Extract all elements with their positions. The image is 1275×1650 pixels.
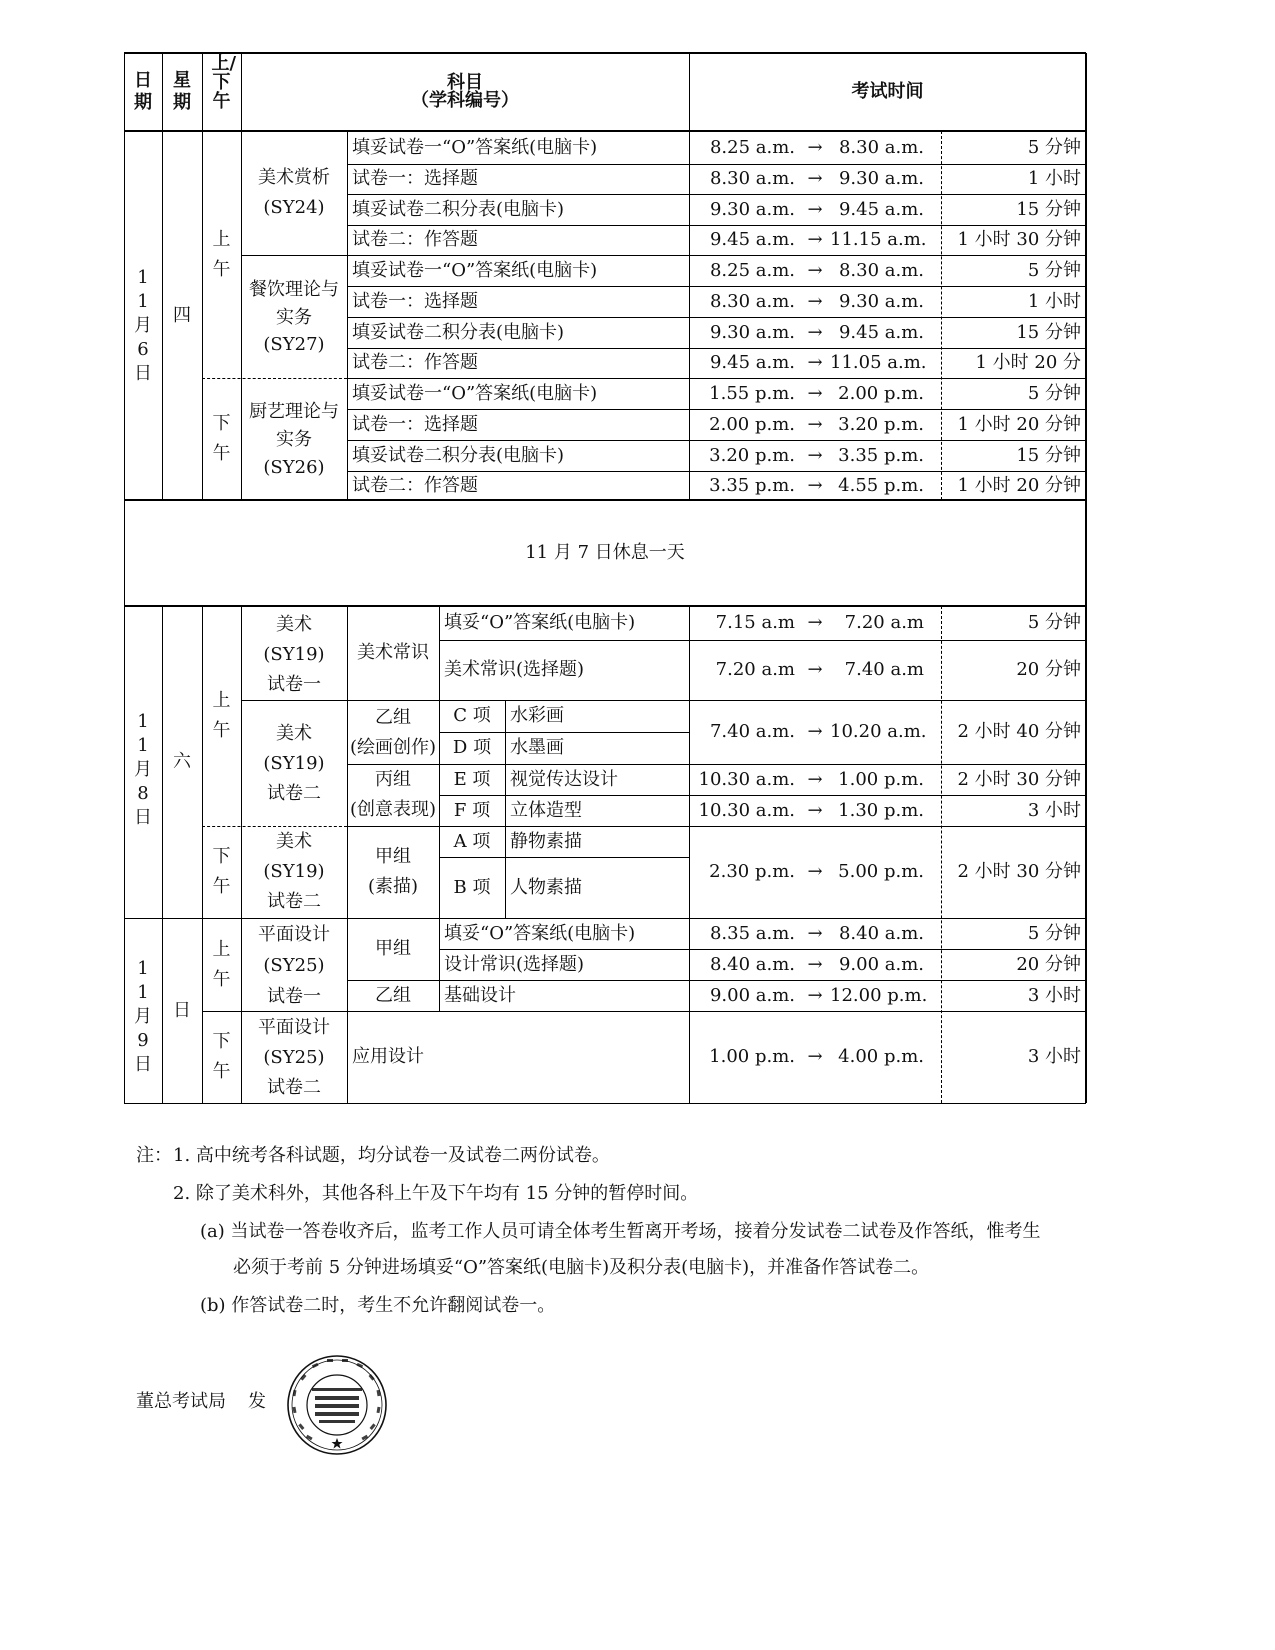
day3-item-name: 静物素描	[510, 830, 582, 852]
day1-row-duration: 5 分钟	[1027, 136, 1081, 158]
header-session: 上/下午	[211, 53, 237, 112]
table-dashed-rule	[202, 826, 347, 827]
day3-art-paper2-line: (SY19)	[263, 753, 325, 774]
table-rule	[347, 471, 1086, 472]
day4-row-start: 1.00 p.m.	[709, 1046, 795, 1067]
day1-subject-sy27: 餐饮理论与实务	[249, 279, 339, 328]
day1-task: 试卷一：选择题	[352, 413, 478, 435]
table-dashed-rule	[941, 606, 942, 1103]
day4-row-start: 9.00 a.m.	[709, 984, 795, 1006]
day4-design-paper2-line: (SY25)	[263, 1046, 325, 1068]
table-rule	[124, 499, 1086, 501]
header-exam-time: 考试时间	[851, 81, 924, 102]
day3-row-end: 10.20 a.m.	[830, 721, 927, 742]
day1-task: 填妥试卷二积分表(电脑卡)	[352, 198, 565, 220]
day4-row-end: 9.00 a.m.	[838, 953, 924, 975]
day3-art-paper1-line: 试卷一	[267, 674, 321, 695]
rest-day-notice: 11 月 7 日休息一天	[525, 542, 685, 563]
day1-row-end: 9.45 a.m.	[838, 198, 924, 220]
day1-row-duration: 1 小时	[1027, 290, 1081, 312]
day4-group-yi: 乙组	[375, 984, 411, 1006]
day3-row-start: 10.30 a.m.	[698, 768, 795, 790]
day1-row-arrow: →	[807, 229, 823, 250]
day1-row-end: 4.55 p.m.	[838, 474, 924, 496]
day1-row-start: 8.25 a.m.	[709, 136, 795, 158]
day3-item-label: E 项	[453, 768, 491, 790]
day3-row-arrow: →	[807, 721, 823, 742]
day3-group-yi-line: 乙组	[375, 707, 411, 728]
day1-task: 试卷二：作答题	[352, 229, 478, 250]
day4-row-arrow: →	[807, 984, 823, 1006]
table-rule	[439, 732, 689, 733]
day3-group-jia-line: (素描)	[367, 876, 419, 897]
day4-row-end: 12.00 p.m.	[830, 984, 928, 1006]
note-2b: (b) 作答试卷二时，考生不允许翻阅试卷一。	[200, 1295, 556, 1316]
day1-task: 填妥试卷一“O”答案纸(电脑卡)	[352, 136, 598, 158]
table-rule	[124, 52, 1086, 54]
day1-row-arrow: →	[807, 413, 823, 435]
day1-weekday: 四	[173, 304, 191, 326]
day3-row-arrow: →	[807, 768, 823, 790]
header-subject-code: （学科编号）	[411, 90, 519, 111]
day4-row-start: 8.35 a.m.	[709, 922, 795, 944]
day4-task: 基础设计	[444, 984, 516, 1006]
table-rule	[124, 1103, 1086, 1104]
day1-row-duration: 1 小时 30 分钟	[957, 229, 1081, 250]
day1-subject-sy24-line: (SY24)	[263, 197, 325, 218]
table-rule	[347, 409, 1086, 410]
day1-task: 填妥试卷二积分表(电脑卡)	[352, 321, 565, 343]
day3-row-duration: 2 小时 40 分钟	[957, 721, 1081, 742]
table-rule	[347, 348, 1086, 349]
day1-row-duration: 1 小时	[1027, 168, 1081, 189]
table-rule	[241, 255, 347, 256]
day1-row-start: 9.30 a.m.	[709, 321, 795, 343]
day1-row-end: 11.05 a.m.	[830, 352, 927, 373]
day1-row-end: 3.35 p.m.	[838, 444, 924, 466]
table-rule	[347, 440, 1086, 441]
day3-row-arrow: →	[807, 612, 823, 633]
day4-design-paper2-line: 试卷二	[267, 1076, 321, 1098]
table-rule	[439, 949, 1086, 950]
table-rule	[347, 317, 1086, 318]
day3-row-start: 10.30 a.m.	[698, 799, 795, 821]
day4-session-pm: 下午	[212, 1031, 231, 1082]
day3-art-paper1-line: (SY19)	[263, 644, 325, 665]
day4-design-paper1-line: 试卷一	[267, 985, 321, 1007]
day3-art-pm-line: (SY19)	[263, 861, 325, 882]
day4-row-end: 4.00 p.m.	[838, 1046, 924, 1067]
day1-row-start: 9.45 a.m.	[709, 352, 795, 373]
day1-row-end: 11.15 a.m.	[830, 229, 927, 250]
table-rule	[347, 131, 348, 500]
day3-item-label: F 项	[453, 799, 491, 821]
day4-design-paper1-line: (SY25)	[263, 954, 325, 976]
table-rule	[241, 700, 1086, 701]
day1-date: 11月6日	[134, 267, 152, 384]
day3-item-name: 水墨画	[510, 737, 564, 758]
header-subject: 科目	[447, 72, 483, 93]
day3-date: 11月8日	[134, 711, 152, 828]
table-rule	[439, 795, 1086, 796]
table-rule	[162, 53, 163, 500]
day1-row-end: 9.30 a.m.	[838, 290, 924, 312]
table-dashed-rule	[202, 378, 347, 379]
day3-art-pm-line: 美术	[276, 831, 312, 852]
day1-row-start: 8.25 a.m.	[709, 259, 795, 281]
day1-row-end: 3.20 p.m.	[838, 413, 924, 435]
day1-row-start: 3.20 p.m.	[709, 444, 795, 466]
day4-row-arrow: →	[807, 922, 823, 944]
day1-row-duration: 5 分钟	[1027, 382, 1081, 404]
issuer-name: 董总考试局	[136, 1391, 226, 1412]
day4-design-paper1-line: 平面设计	[258, 923, 330, 945]
day1-row-end: 9.45 a.m.	[838, 321, 924, 343]
day3-item-label: A 项	[453, 830, 491, 852]
table-dashed-rule	[941, 131, 942, 500]
day1-row-duration: 1 小时 20 分钟	[957, 413, 1081, 435]
table-rule	[347, 255, 1086, 256]
day1-row-start: 1.55 p.m.	[709, 382, 795, 404]
day1-row-duration: 1 小时 20 分钟	[957, 474, 1081, 496]
day3-art-paper2-line: 美术	[276, 723, 312, 744]
day1-row-duration: 15 分钟	[1016, 321, 1081, 343]
day3-row-duration: 20 分钟	[1016, 659, 1081, 680]
day3-item-name: 视觉传达设计	[510, 768, 618, 790]
day1-subject-sy26-code: (SY26)	[263, 457, 325, 478]
day3-item-label: D 项	[452, 737, 492, 758]
day3-session-am: 上午	[212, 690, 231, 741]
table-rule	[439, 640, 1086, 641]
day1-row-start: 9.30 a.m.	[709, 198, 795, 220]
note-prefix: 注：	[136, 1145, 172, 1166]
day3-row-arrow: →	[807, 861, 823, 882]
day3-art-pm-line: 试卷二	[267, 891, 321, 912]
day1-row-arrow: →	[807, 474, 823, 496]
day3-art-common: 美术常识	[357, 642, 429, 663]
table-rule	[347, 286, 1086, 287]
day3-weekday: 六	[173, 751, 191, 772]
day4-weekday: 日	[173, 999, 191, 1021]
day3-row-start: 7.15 a.m	[715, 612, 795, 633]
day3-art-paper2-line: 试卷二	[267, 783, 321, 804]
table-rule	[439, 857, 689, 858]
day3-row-start: 7.20 a.m	[715, 659, 795, 680]
day3-item-label: B 项	[453, 876, 491, 898]
day1-task: 填妥试卷一“O”答案纸(电脑卡)	[352, 259, 598, 281]
table-rule	[347, 826, 1086, 827]
day4-session-am: 上午	[212, 938, 231, 990]
day3-item-name: 水彩画	[510, 705, 564, 726]
note-2a: (a) 当试卷一答卷收齐后，监考工作人员可请全体考生暂离开考场，接着分发试卷二试卷及作答纸，惟考生	[200, 1221, 1041, 1242]
note-2: 2. 除了美术科外，其他各科上午及下午均有 15 分钟的暂停时间。	[173, 1183, 699, 1204]
day4-date: 11月9日	[134, 958, 152, 1075]
day1-row-arrow: →	[807, 290, 823, 312]
day1-task: 试卷二：作答题	[352, 352, 478, 373]
day1-row-start: 3.35 p.m.	[709, 474, 795, 496]
day1-task: 填妥试卷二积分表(电脑卡)	[352, 444, 565, 466]
table-rule	[347, 980, 1086, 981]
day1-row-arrow: →	[807, 198, 823, 220]
table-rule	[347, 194, 1086, 195]
day3-item-name: 人物素描	[510, 876, 582, 898]
day1-row-end: 8.30 a.m.	[838, 259, 924, 281]
day3-row-arrow: →	[807, 659, 823, 680]
day3-item-name: 立体造型	[510, 799, 582, 821]
table-rule	[347, 164, 1086, 165]
day3-task: 美术常识(选择题)	[444, 659, 585, 680]
day1-row-arrow: →	[807, 382, 823, 404]
table-rule	[162, 606, 163, 1103]
note-2a-cont: 必须于考前 5 分钟进场填妥“O”答案纸(电脑卡)及积分表(电脑卡)，并准备作答试卷二。	[233, 1257, 930, 1278]
day1-row-start: 8.30 a.m.	[709, 290, 795, 312]
day4-group-jia: 甲组	[375, 938, 411, 959]
table-rule	[347, 764, 1086, 765]
table-rule	[347, 225, 1086, 226]
table-rule	[202, 1011, 1086, 1012]
day1-subject-sy24-line: 美术赏析	[258, 167, 330, 188]
table-rule	[124, 918, 1086, 919]
header-weekday: 星期	[173, 70, 191, 113]
day1-row-end: 9.30 a.m.	[838, 168, 924, 189]
day1-row-duration: 15 分钟	[1016, 198, 1081, 220]
day1-row-arrow: →	[807, 168, 823, 189]
day3-item-label: C 项	[453, 705, 491, 726]
day1-row-start: 9.45 a.m.	[709, 229, 795, 250]
day1-task: 试卷二：作答题	[352, 474, 478, 496]
day3-row-end: 7.20 a.m	[844, 612, 924, 633]
day1-row-end: 2.00 p.m.	[838, 382, 924, 404]
day4-row-duration: 3 小时	[1027, 984, 1081, 1006]
day4-task: 设计常识(选择题)	[444, 953, 585, 975]
day1-subject-sy26: 厨艺理论与实务	[249, 401, 339, 450]
day1-session-am: 上午	[212, 228, 231, 280]
day1-row-end: 8.30 a.m.	[838, 136, 924, 158]
official-seal-icon	[286, 1354, 388, 1456]
day3-row-arrow: →	[807, 799, 823, 821]
day4-row-duration: 5 分钟	[1027, 922, 1081, 944]
day3-row-end: 5.00 p.m.	[838, 861, 924, 882]
day4-row-arrow: →	[807, 953, 823, 975]
day1-row-arrow: →	[807, 321, 823, 343]
issuer-action: 发	[248, 1391, 266, 1412]
day3-group-bing-line: (创意表现)	[349, 799, 437, 820]
day1-row-start: 8.30 a.m.	[709, 168, 795, 189]
day3-task: 填妥“O”答案纸(电脑卡)	[444, 612, 636, 633]
day3-row-end: 1.30 p.m.	[838, 799, 924, 821]
day3-row-start: 7.40 a.m.	[709, 721, 795, 742]
day1-row-duration: 5 分钟	[1027, 259, 1081, 281]
table-rule	[124, 53, 125, 1103]
day1-row-arrow: →	[807, 352, 823, 373]
table-rule	[1085, 53, 1087, 1103]
note-1: 1. 高中统考各科试题，均分试卷一及试卷二两份试卷。	[173, 1145, 610, 1166]
day1-row-duration: 15 分钟	[1016, 444, 1081, 466]
day3-row-duration: 2 小时 30 分钟	[957, 861, 1081, 882]
day1-task: 试卷一：选择题	[352, 290, 478, 312]
day1-session-pm: 下午	[212, 413, 231, 464]
table-rule	[241, 53, 242, 500]
day1-task: 试卷一：选择题	[352, 168, 478, 189]
day3-art-paper1-line: 美术	[276, 614, 312, 635]
day4-row-end: 8.40 a.m.	[838, 922, 924, 944]
day4-row-duration: 3 小时	[1027, 1046, 1081, 1067]
day3-row-duration: 2 小时 30 分钟	[957, 768, 1081, 790]
day3-session-pm: 下午	[212, 846, 231, 897]
day4-task: 填妥“O”答案纸(电脑卡)	[444, 922, 636, 944]
day1-row-start: 2.00 p.m.	[709, 413, 795, 435]
day3-row-duration: 3 小时	[1027, 799, 1081, 821]
day4-design-paper2-line: 平面设计	[258, 1016, 330, 1038]
day3-row-end: 7.40 a.m	[844, 659, 924, 680]
header-date: 日期	[134, 70, 152, 113]
day1-subject-sy27-code: (SY27)	[263, 334, 325, 355]
day3-group-jia-line: 甲组	[375, 846, 411, 867]
day4-row-duration: 20 分钟	[1016, 953, 1081, 975]
day4-row-start: 8.40 a.m.	[709, 953, 795, 975]
day1-row-arrow: →	[807, 136, 823, 158]
day3-group-bing-line: 丙组	[375, 769, 411, 790]
day1-row-arrow: →	[807, 444, 823, 466]
day3-row-duration: 5 分钟	[1027, 612, 1081, 633]
day4-task: 应用设计	[352, 1046, 424, 1067]
day1-row-duration: 1 小时 20 分	[975, 352, 1081, 373]
day1-task: 填妥试卷一“O”答案纸(电脑卡)	[352, 382, 598, 404]
day3-row-end: 1.00 p.m.	[838, 768, 924, 790]
day3-row-start: 2.30 p.m.	[709, 861, 795, 882]
day3-group-yi-line: (绘画创作)	[349, 737, 437, 758]
table-rule	[347, 378, 1086, 379]
day1-row-arrow: →	[807, 259, 823, 281]
day4-row-arrow: →	[807, 1046, 823, 1067]
